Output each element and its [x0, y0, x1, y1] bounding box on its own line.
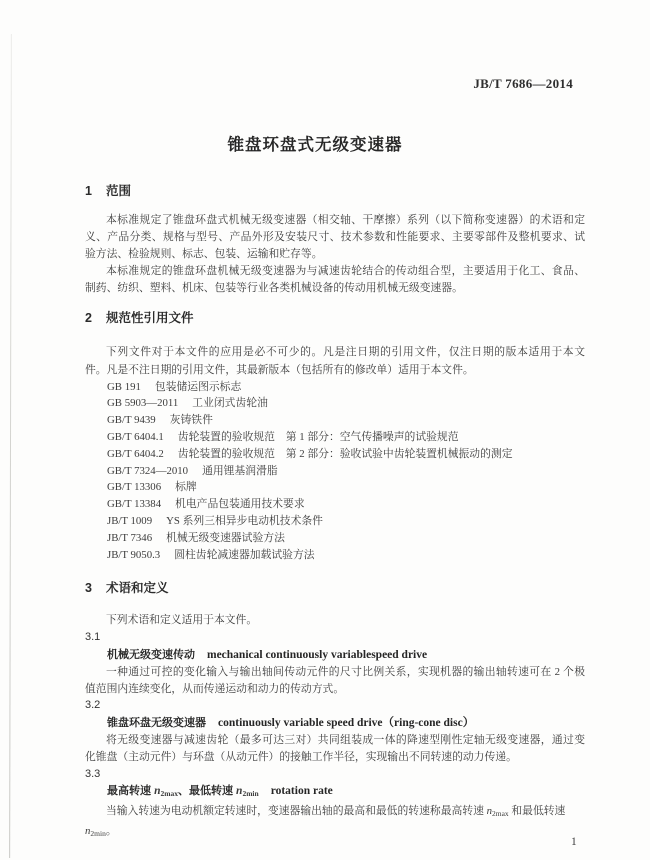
text-line: 件。凡是不注日期的引用文件，其最新版本（包括所有的修改单）适用于本文件。	[85, 363, 474, 376]
reference-code: GB/T 13384	[107, 498, 162, 511]
text-line: 下列文件对于本文件的应用是必不可少的。凡是注日期的引用文件，仅注日期的版本适用于本文	[106, 346, 585, 359]
scope-paragraph-1	[85, 212, 585, 263]
doc-number: JB/T 7686—2014	[473, 76, 573, 91]
reference-item	[85, 463, 585, 480]
reference-name: 灰铸铁件	[169, 414, 213, 427]
terms-intro: 下列术语和定义适用于本文件。	[106, 614, 258, 627]
reference-item	[85, 513, 585, 530]
term-definition-line: 将无级变速器与减速齿轮（最多可达三对）共同组装成一体的降速型刚性定轴无级变速器，通过变	[106, 734, 585, 746]
reference-name: 工业闭式齿轮油	[192, 397, 268, 410]
section-number: 1	[85, 184, 92, 198]
section-title: 范围	[105, 184, 131, 198]
math-variable: n	[154, 785, 161, 798]
section-title: 术语和定义	[105, 581, 169, 596]
term-heading	[85, 646, 585, 664]
terms-block	[85, 612, 585, 842]
term-number: 3.1	[85, 631, 101, 644]
term-chinese: 、最低转速	[177, 785, 237, 798]
math-variable: n	[486, 805, 492, 818]
reference-code: JB/T 7346	[107, 531, 153, 544]
reference-item	[85, 496, 585, 513]
term-heading	[85, 714, 585, 732]
definition-text: 当输入转速为电动机额定转速时，变速器输出轴的最高和最低的转速称最高转速	[106, 805, 487, 818]
term-definition-line	[85, 823, 585, 843]
reference-item	[85, 446, 585, 463]
reference-name: 包装储运图示标志	[154, 380, 242, 393]
reference-item	[85, 479, 585, 496]
reference-code: GB/T 6404.2	[107, 447, 164, 460]
reference-code: GB/T 6404.1	[107, 431, 164, 444]
reference-name: YS 系列三相异步电动机技术条件	[166, 515, 323, 528]
term-chinese: 锥盘环盘无级变速器	[107, 717, 206, 730]
reference-code: GB 5903—2011	[107, 397, 179, 410]
reference-name: 齿轮装置的验收规范 第 2 部分：验收试验中齿轮装置机械振动的测定	[177, 447, 513, 460]
scan-edge-artifact	[9, 34, 12, 858]
section-number: 3	[85, 581, 92, 596]
section-2-heading	[85, 311, 585, 325]
term-definition-line: 化锥盘（主动元件）与环盘（从动元件）的接触工作半径，实现输出不同转速的动力传递。	[85, 750, 517, 763]
term-number: 3.2	[85, 699, 101, 712]
reference-name: 齿轮装置的验收规范 第 1 部分：空气传播噪声的试验规范	[177, 431, 459, 444]
reference-code: GB/T 7324—2010	[107, 464, 189, 477]
text-line: 本标准规定了锥盘环盘式机械无级变速器（相交轴、干摩擦）系列（以下简称变速器）的术语和定	[106, 214, 585, 226]
term-chinese: 最高转速	[107, 785, 155, 798]
page-number: 1	[571, 836, 577, 848]
reference-item	[85, 547, 585, 564]
reference-item	[85, 379, 585, 396]
reference-name: 机电产品包装通用技术要求	[175, 498, 305, 511]
document-body	[85, 184, 585, 843]
reference-code: GB 191	[107, 380, 141, 393]
term-english: rotation rate	[270, 785, 333, 798]
reference-name: 圆柱齿轮减速器加载试验方法	[174, 548, 315, 561]
reference-item	[85, 530, 585, 547]
term-english: mechanical continuously variablespeed drive	[207, 649, 428, 662]
section-3-heading	[85, 581, 585, 595]
text-line: 本标准规定的锥盘环盘机械无级变速器为与减速齿轮结合的传动组合型，主要适用于化工、食品、	[106, 265, 585, 278]
reference-code: JB/T 9050.3	[107, 548, 161, 561]
section-title: 规范性引用文件	[105, 311, 194, 326]
math-variable: n	[85, 824, 91, 837]
text-line: 验方法、检验规则、标志、包装、运输和贮存等。	[85, 248, 323, 261]
reference-item	[85, 412, 585, 429]
term-english: continuously variable speed drive（ring-cone disc）	[218, 717, 475, 730]
math-subscript: 2min	[242, 789, 259, 799]
definition-text: 和最低转速	[508, 805, 566, 818]
text-line: 义、产品分类、规格与型号、产品外形及安装尺寸、技术参数和性能要求、主要零部件及整机要求、试	[85, 231, 585, 244]
reference-name: 通用锂基润滑脂	[202, 464, 278, 477]
math-subscript: 2max	[492, 809, 509, 819]
reference-list	[85, 379, 585, 564]
term-heading	[85, 782, 585, 803]
reference-code: GB/T 9439	[107, 414, 156, 427]
math-variable: n	[236, 785, 243, 798]
scope-paragraph-2	[85, 263, 585, 297]
term-definition-line	[85, 803, 585, 823]
definition-text: 。	[105, 824, 117, 837]
section-number: 2	[85, 311, 92, 326]
reference-item	[85, 429, 585, 446]
reference-code: GB/T 13306	[107, 481, 162, 494]
term-definition-line: 值范围内连续变化，从而传递运动和动力的传动方式。	[85, 682, 345, 695]
reference-code: JB/T 1009	[107, 515, 153, 528]
section-1-heading	[85, 184, 585, 198]
reference-name: 标牌	[175, 481, 197, 494]
text-line: 制药、纺织、塑料、机床、包装等行业各类机械设备的传动用机械无级变速器。	[85, 282, 463, 295]
term-definition-line: 一种通过可控的变化输入与输出轴间传动元件的尺寸比例关系，实现机器的输出轴转速可在 2 个极	[106, 665, 585, 678]
term-chinese: 机械无级变速传动	[107, 649, 195, 662]
reference-name: 机械无级变速器试验方法	[166, 531, 285, 544]
term-number: 3.3	[85, 767, 101, 780]
math-subscript: 2min	[90, 828, 106, 838]
references-intro	[85, 344, 585, 378]
page-title: 锥盘环盘式无级变速器	[227, 136, 403, 154]
math-subscript: 2max	[160, 789, 178, 799]
reference-item	[85, 395, 585, 412]
